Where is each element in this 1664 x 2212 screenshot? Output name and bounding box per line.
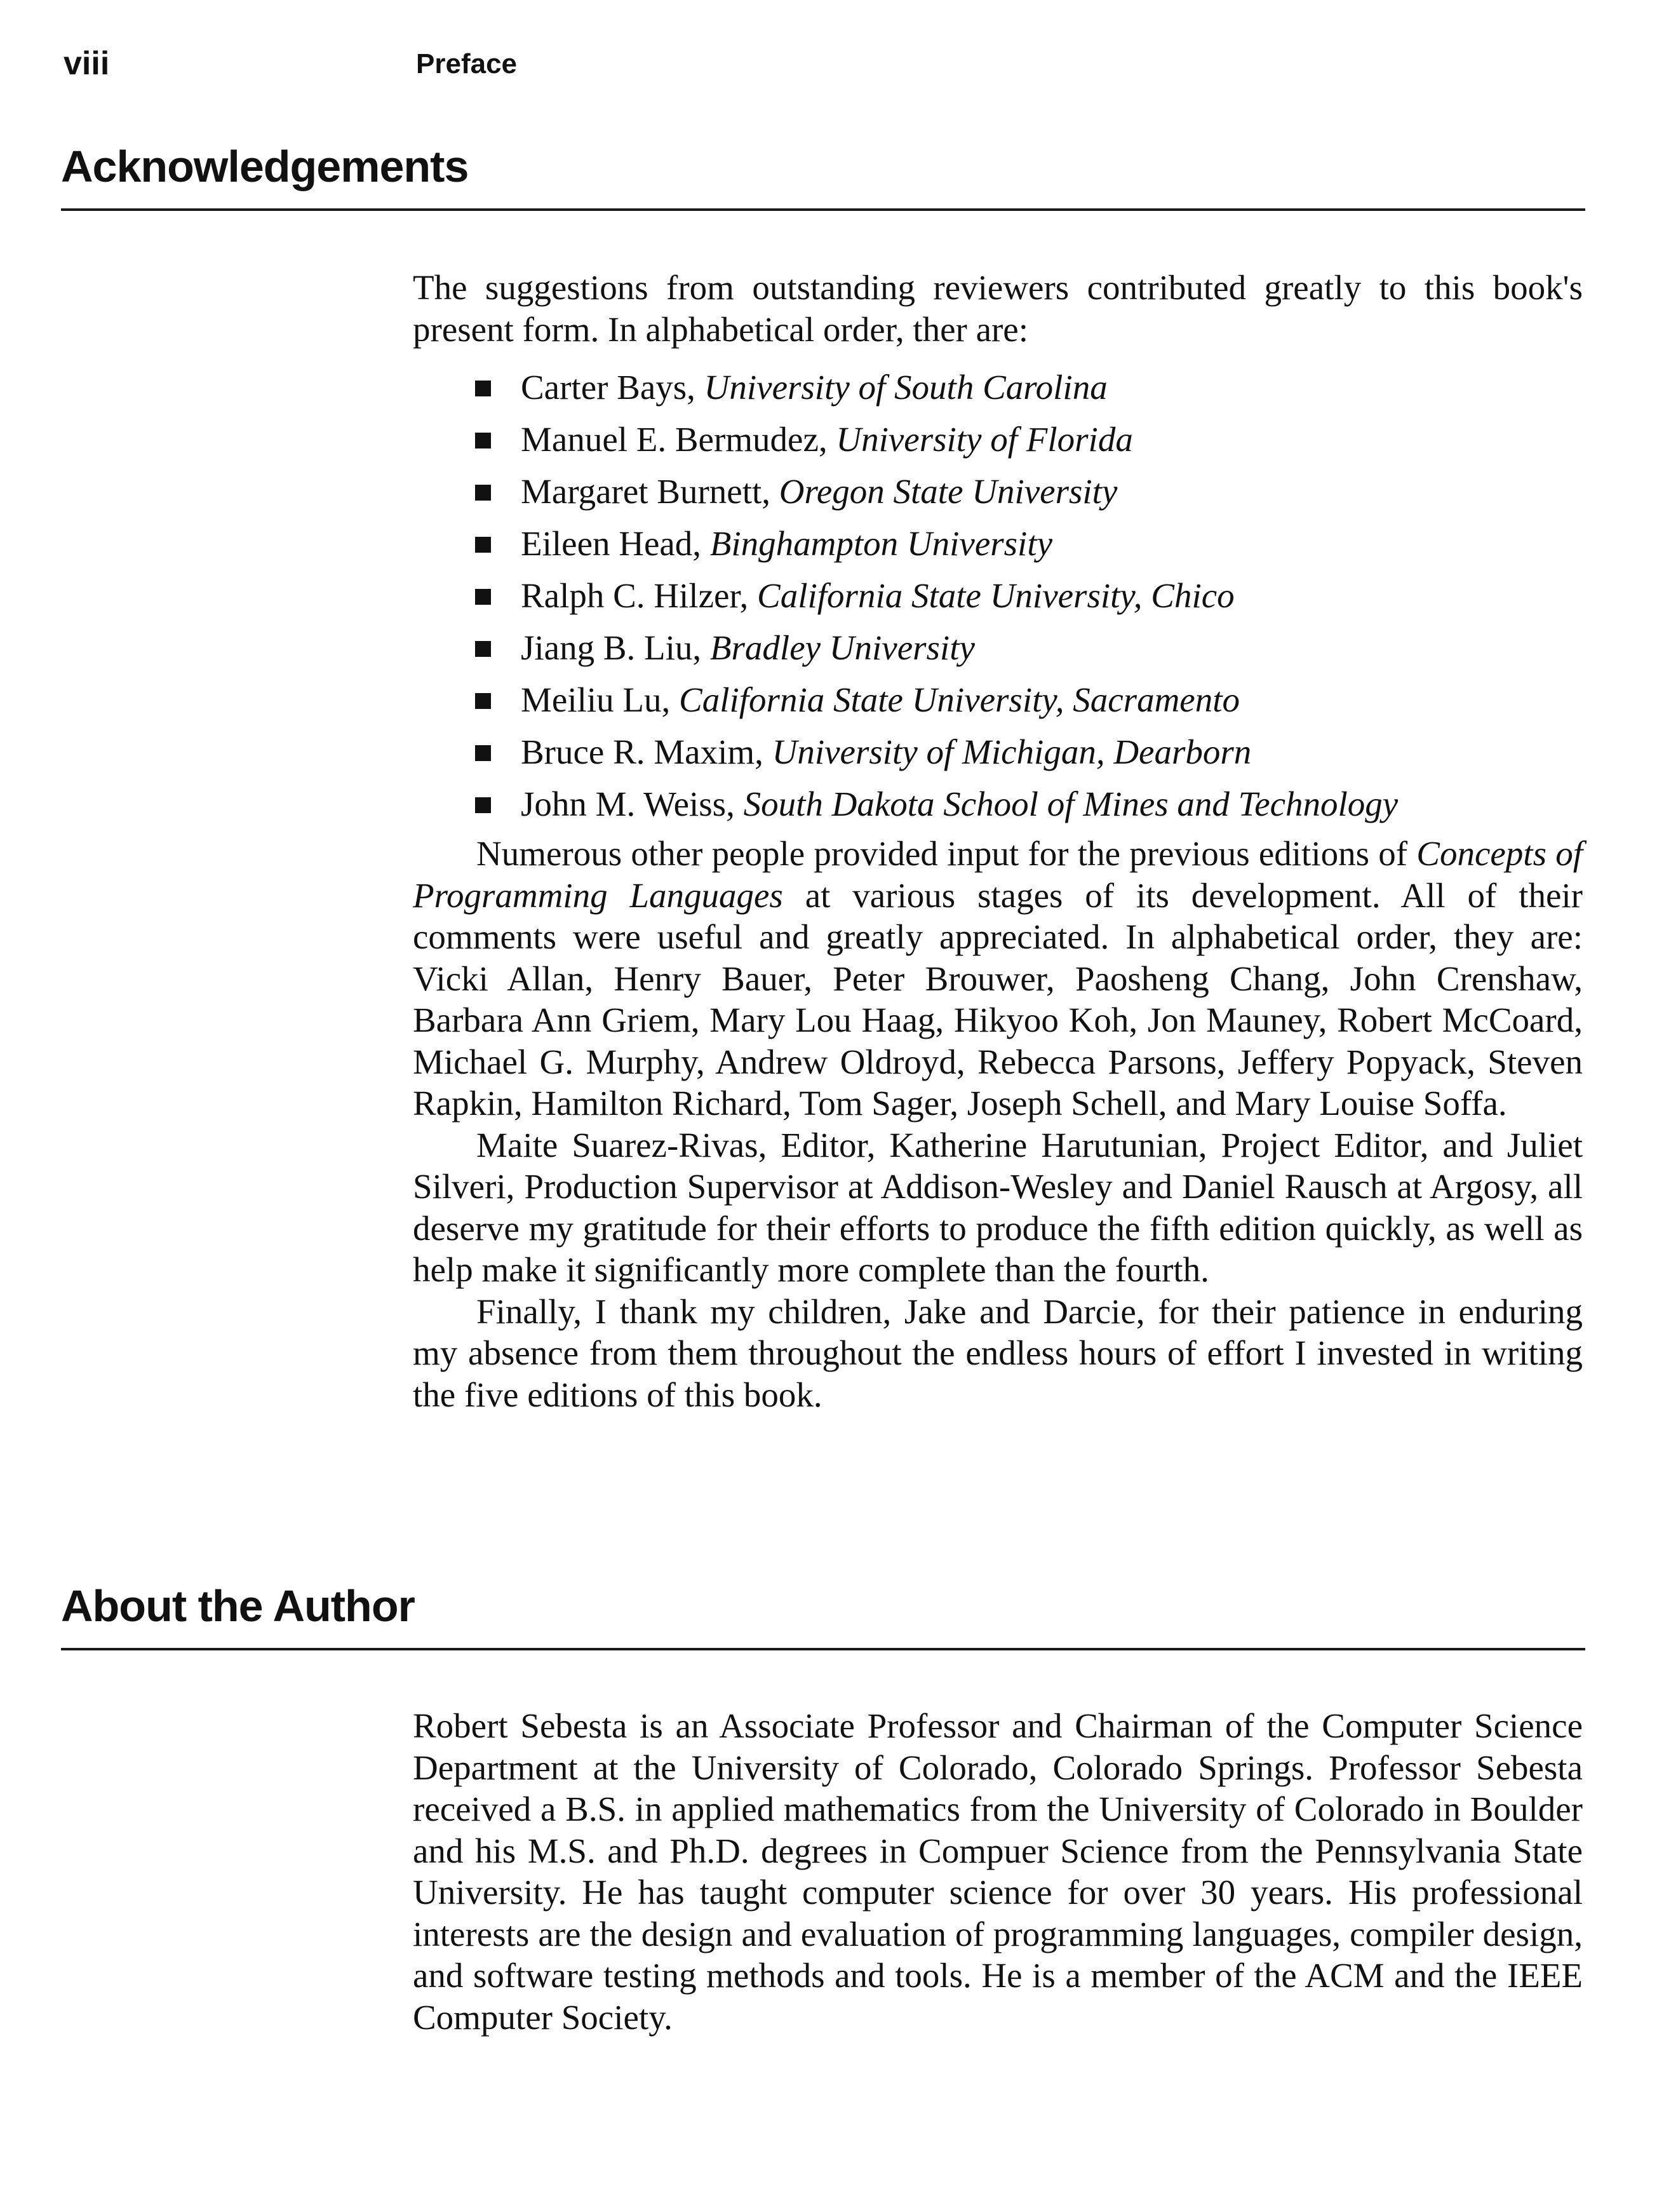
reviewer-item (413, 523, 1583, 575)
square-bullet-icon (475, 589, 491, 605)
square-bullet-icon (475, 381, 491, 396)
square-bullet-icon (475, 693, 491, 709)
reviewer-item (413, 731, 1583, 783)
numerous-paragraph (413, 833, 1583, 1124)
reviewer-name: John M. Weiss, (521, 785, 744, 823)
about-author-heading: About the Author (61, 1581, 415, 1631)
acknowledgements-body (413, 267, 1583, 1415)
square-bullet-icon (475, 797, 491, 813)
reviewer-list (413, 367, 1583, 835)
reviewer-item (413, 471, 1583, 523)
square-bullet-icon (475, 485, 491, 501)
reviewer-name: Eileen Head, (521, 524, 710, 563)
square-bullet-icon (475, 641, 491, 657)
about-author-rule (61, 1648, 1585, 1650)
square-bullet-icon (475, 433, 491, 448)
reviewer-name: Margaret Burnett, (521, 472, 779, 511)
reviewer-name: Ralph C. Hilzer, (521, 576, 758, 615)
reviewer-affiliation: California State University, Chico (757, 576, 1235, 615)
acknowledgements-rule (61, 208, 1585, 211)
staff-paragraph: Maite Suarez-Rivas, Editor, Katherine Harutunian, Project Editor, and Juliet Silveri, Production Supervisor at Addison-Wesley and Daniel Rausch at Argosy, all deserve my gratitude for their efforts to produce the fifth edition quickly, as well as help make it significantly more complete than the fourth. (413, 1125, 1583, 1289)
square-bullet-icon (475, 537, 491, 553)
reviewer-name: Meiliu Lu, (521, 680, 680, 719)
numerous-text-start: Numerous other people provided input for the previous editions of (476, 834, 1417, 873)
reviewer-affiliation: University of Florida (836, 420, 1133, 459)
about-author-body (413, 1705, 1583, 2038)
reviewer-name: Jiang B. Liu, (521, 628, 710, 667)
reviewer-affiliation: University of Michigan, Dearborn (772, 732, 1252, 771)
square-bullet-icon (475, 745, 491, 761)
reviewer-name: Manuel E. Bermudez, (521, 420, 836, 459)
book-title: Concepts of Programming Languages (413, 834, 1583, 915)
acknowledgements-intro: The suggestions from outstanding reviewers contributed greatly to this book's present form. In alphabetical order, ther are: (413, 268, 1583, 349)
reviewer-item (413, 627, 1583, 679)
reviewer-item (413, 679, 1583, 731)
running-head-section: Preface (416, 48, 518, 79)
family-paragraph: Finally, I thank my children, Jake and Darcie, for their patience in enduring my absence from them throughout the endless hours of effort I invested in writing the five editions of this book. (413, 1291, 1583, 1414)
reviewer-name: Bruce R. Maxim, (521, 732, 772, 771)
acknowledgements-heading: Acknowledgements (61, 142, 469, 191)
reviewer-item (413, 783, 1583, 835)
reviewer-affiliation: University of South Carolina (704, 368, 1108, 407)
reviewer-affiliation: Oregon State University (779, 472, 1118, 511)
reviewer-affiliation: California State University, Sacramento (679, 680, 1240, 719)
about-author-paragraph: Robert Sebesta is an Associate Professor and Chairman of the Computer Science Department at the University of Colorado, Colorado Springs. Professor Sebesta received a B.S. in applied mathematics from the University of Colorado in Boulder and his M.S. and Ph.D. degrees in Compuer Science from the Pennsylvania State University. He has taught computer science for over 30 years. His professional interests are the design and evaluation of programming languages, compiler design, and software testing methods and tools. He is a member of the ACM and the IEEE Computer Society. (413, 1706, 1583, 2037)
reviewer-item (413, 575, 1583, 627)
reviewer-item (413, 419, 1583, 471)
reviewer-affiliation: Binghampton University (709, 524, 1053, 563)
page-number: viii (64, 45, 110, 82)
reviewer-affiliation: Bradley University (709, 628, 975, 667)
numerous-text-end: at various stages of its development. All of their comments were useful and greatly appreciated. In alphabetical order, they are: Vicki Allan, Henry Bauer, Peter Brouwer, Paosheng Chang, John Crenshaw, Barbara Ann Griem, Mary Lou Haag, Hikyoo Koh, Jon Mauney, Robert McCoard, Michael G. Murphy, Andrew Oldroyd, Rebecca Parsons, Jeffery Popyack, Steven Rapkin, Hamilton Richard, Tom Sager, Joseph Schell, and Mary Louise Soffa. (413, 875, 1583, 1123)
reviewer-item (413, 367, 1583, 419)
reviewer-affiliation: South Dakota School of Mines and Technology (743, 785, 1399, 823)
reviewer-name: Carter Bays, (521, 368, 704, 407)
